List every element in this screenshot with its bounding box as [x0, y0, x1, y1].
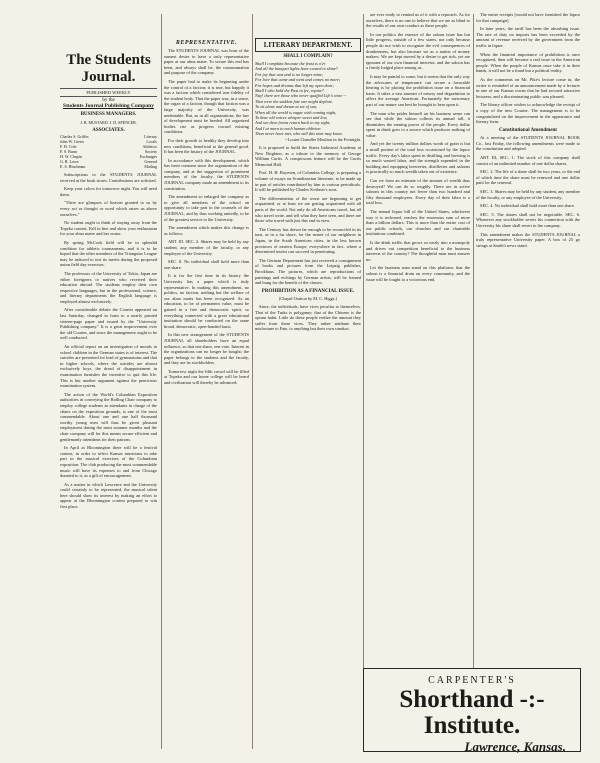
paragraph: It may be painful to some, but it seems that the only way the advocates of temperance can secure a favorable hearing is by placing the prohibition issue on a financial basis. It takes a vast amount of misery and degradation to affect the average American. Fortunately the mercenary part of our nature can best be brought to bear upon it. [366, 73, 470, 107]
associate-dept: Society [145, 149, 157, 154]
business-managers: J. B. MUSTARD. J. D. SPENCER. [80, 120, 137, 125]
paragraph: The paper had to make its beginning under the control of a faction; it is true, but happily it was a faction which considered true fidelity of the student body. That the paper was, in a sense, the organ of a faction, though that faction was a large majority of the University, was undeniable. But, as in all organizations, the law of development must be heeded. All organized bodies rise as progress toward existing conditions. [164, 78, 249, 135]
ad-shorthand-institute: Shorthand -:- Institute. [399, 686, 545, 739]
paragraph: Prof. H. H. Boyesen, of Columbia College, is preparing a volume of essays on Scandinavian literature, to be made up in part of articles contributed by him to various periodicals. It will be published by Charles Scribner's sons. [255, 170, 361, 193]
paragraph: The amendment which makes this change is as follows: [164, 225, 249, 236]
subheading-note: [Chapel Oration by M. C. Higgs.] [278, 296, 337, 302]
paragraph: The man who prides himself on his business sense can see that while the saloon collects its annual toll, it diminishes the earning power of the people. Every dollar spent in drink goes to a source which produces nothing of value. [366, 110, 470, 138]
masthead-by-the: by the [102, 98, 115, 103]
constitutional-amendment-heading: Constitutional Amendment [499, 127, 557, 133]
associates-heading: ASSOCIATES. [92, 128, 125, 133]
business-managers-heading: BUSINESS MANAGERS. [80, 112, 137, 117]
paragraph: As a matter in which Lawrence and the University could certainly to be represented, the musical talent here should show its interest by making an effort to appear at the Bloomington contest prepared to win first place. [60, 481, 157, 510]
representative-heading: REPRESENTATIVE. [175, 40, 238, 46]
poem [255, 61, 361, 142]
ad-location: Lawrence, Kansas. [464, 739, 566, 754]
poem-line: For love that came and went and comes no more; [255, 77, 341, 83]
paragraph: SEC. 3. Shares may be held by any student, any member of the faculty, or any employee of the University. [476, 189, 580, 200]
paragraph: The action of the World's Columbian Exposition authorities in conveying the Rolling Chair company to employ college students as attendants in charge of the chairs on the exposition grounds, is one of the most commendable. About one and one half thousand worthy young men will thus be given pleasant employment during the most summer months and the chair company will for this means secure efficient and gentlemanly attendants for their patrons. [60, 391, 157, 442]
column-rule [252, 14, 253, 749]
paragraph: The professors of the University of Tokio, Japan are either foreigners or natives who received their education abroad. The students employ their own respective languages, but in the professional, science, and literary departments the English language is employed almost exclusively. [60, 270, 157, 304]
paragraph: By spring McCook field will be in splendid condition for athletic tournaments, and it is to be hoped that the other members of the Triangular League may be induced to test its merits during the proposed union field day exercises. [60, 239, 157, 268]
column-5 [476, 12, 580, 665]
associate-name: Charles S. Griffin [60, 134, 89, 139]
associate-dept: Athletics [142, 144, 157, 149]
poem-title: SHALL I COMPLAIN? [283, 54, 333, 59]
poem-line: And see dear forms return back to my sight; [255, 120, 331, 126]
paragraph: SEC. 2. The life of a share shall be two years, or the end of which time the share must be renewed and one dollar paid for the renewal. [476, 169, 580, 186]
subheading-prohibition: PROHIBITION AS A FINANCIAL ISSUE. [261, 288, 355, 294]
masthead-publisher: Students Journal Publishing Company [63, 103, 154, 109]
paragraph: The STUDENTS JOURNAL was born of the earnest desire to have a truly representative paper at our alma mater. To secure this end has been, and always shall be, the consummation and purpose of the company. [164, 48, 249, 76]
column-1-body [60, 186, 157, 509]
paragraph: ART. III. SEC. 2. Shares may be held by any student, any member of the faculty, or any employee of the University. [164, 239, 249, 256]
paragraph: Can we form an estimate of the amount of wealth thus destroyed? We can do so roughly. There are in active saloons in this country not fewer than two hundred and fifty thousand employees. Every day of their labor is a total loss. [366, 178, 470, 206]
paragraph: No student ought to think of staying away from the Topeka contest. Fall in line and show your enthusiasm for your alma mater and her orator. [60, 220, 157, 237]
associate-name: F. S. Bunn [60, 149, 77, 154]
paragraph: Since, the individuals, have vices peculiar to themselves. That of the Turks is polygamy; that of the Chinese is the opium habit. Little do these people realize the amount they suffer from these vices. They rather attribute their misfortune to Fate, to anything but their own conduct. [255, 303, 361, 332]
associate-name: F. H. Cole [60, 144, 77, 149]
paragraph: Tomorrow night the fifth crowd will be filled at Topeka and our home college will be heard and civilization will thereby be advanced. [164, 368, 249, 386]
paragraph: The entire receipts [would not have furnished the liquor for that campaign]. [476, 12, 580, 23]
poem-line: To hear old voices whisper sweet and low, [255, 115, 328, 121]
column-2-body [164, 48, 249, 386]
paragraph: The German Department has just received a consignment of books and pictures from the Leipzig publisher, Brockhaus. The pictures, which are reproductions of paintings and etchings by German artists, will be framed and hung for the benefit of the classes. [255, 257, 361, 286]
poem-line: Nay! there are those who never quaffed Life's wine -- [255, 93, 347, 99]
column-rule [473, 14, 474, 749]
paragraph: In accordance with this development, which has been constant since the organization of the company, and at the suggestion of prominent members of the faculty, the STUDENTS JOURNAL company made an amendment to its constitution. [164, 157, 249, 191]
associate-name: G. R. Lowe [60, 159, 79, 164]
poem-line: To sit alone and dream at set of sun, [255, 104, 318, 110]
poem-line: Shall I who hold the Past in fee, repine? [255, 88, 324, 94]
paragraph: The library officer wishes to acknowledge the receipt of a copy of the new Courier. The management is to be congratulated on the improvement in the appearance and literary form. [476, 102, 580, 125]
paragraph: When the financial importance of prohibition is once recognized, then will become a real issue in the American people. When the people of Kansas once take it in their hands, it will not be a fraud but a political reality. [476, 51, 580, 74]
paragraph: Let the business man stand on this platform: that the saloon is a financial drain on every community, and the issue will be fought to a victorious end. [366, 265, 470, 282]
paragraph: SEC. 4. No individual shall hold more than one share. [480, 203, 575, 209]
poem-credit: --Louise Chandler Moulton in the Fortnight. [284, 136, 361, 142]
paragraph: At a meeting of the STUDENTS JOURNAL BOOK Co., last Friday, the following amendments were made to the constitution and adopted. [476, 135, 580, 152]
poem-line: When all the world is vague with coming night, [255, 109, 337, 115]
column-representative [164, 12, 249, 751]
paragraph: It is for the first time in its history the University has a paper which is truly representative. In making this amendment, no politics, no faction, nothing but the welfare of our alma mater has been recognized. As an education, to be of permanent value, must be gained in a free and democratic spirit, so everything connected with a great educational institution should be conducted on the same broad, democratic, open-handed basis. [164, 273, 249, 329]
associate-name: E. S. Hinchman [60, 164, 86, 169]
ad-carpenters: CARPENTER'S [428, 675, 516, 686]
paragraph: After considerable debate the Courier appeared on last Saturday, changed in form to a nearly printed sixteen-page paper and issued by the "University Publishing company." It is a great improvement over the old Courier, and since the management ought to be well conducted. [60, 307, 157, 341]
associate-dept: Locals [146, 139, 157, 144]
poem-line: For joy that was and is no longer mine; [255, 71, 324, 77]
paragraph: This amendment makes the STUDENTS JOURNAL a truly representative University paper. A box of 25 go strings at Smith's news stand. [476, 231, 580, 248]
associate-name: John W. Green [60, 139, 84, 144]
associate-name: H. W. Chapin [60, 154, 82, 159]
masthead-title: The Students Journal. [66, 52, 151, 85]
shorthand-institute-advertisement [363, 668, 581, 752]
column-4 [366, 12, 470, 665]
paragraph: Keep your colors for tomorrow night. You will need them. [60, 186, 157, 197]
literary-department-heading: LITERARY DEPARTMENT. [263, 41, 353, 49]
column-rule [363, 14, 364, 749]
paragraph: Is the drink traffic that grows so easily into a monopoly and drives out competition beneficial to the business interests of the country? The thoughtful man must answer no. [366, 239, 470, 262]
column-literary [255, 12, 361, 751]
subscription-terms [60, 172, 157, 183]
associate-dept: General [144, 159, 157, 164]
paragraph: And yet the twenty million dollars worth of grain is but a small portion of the total loss occasioned by the liquor traffic. Every day's labor spent in distilling and brewing is so much wasted labor, and the strength expended in the building and equipping breweries, distilleries and saloons is practically so much wealth taken out of existence. [366, 141, 470, 175]
paragraph: In our politics the essence of the saloon issue has but little progress, outside of a few states, not only because people do not wish to recognize the evil consequences of drunkenness, but also because we as a nation of money makers. We are kept moved by a desire to get rich, yet are ignorant of our own financial interests, and the saloon has a firmly lodged place among us. [366, 31, 470, 71]
poem-line: And all the banquet lights have ceased to shine? [255, 66, 339, 72]
column-masthead [60, 12, 157, 751]
associate-dept: Exchanges [139, 154, 157, 159]
paragraph: For their growth to healthy they develop into new conditions, beneficial to the general good. It has been the history of the JOURNAL. [164, 137, 249, 155]
paragraph: ART. III, SEC. 1. The stock of this company shall consist of an unlimited number of one dollar shares. [476, 155, 580, 166]
poem-line: Than never have met, who still this time may know. [255, 131, 343, 137]
paragraph: SEC. 8. No individual shall hold more than one share. [164, 259, 249, 270]
paragraph: In this new arrangement of the STUDENTS JOURNAL all shareholders have an equal influence, so that one share, one vote. Interest in the organizations can no longer be bought; the paper belongs to the students and the faculty, and they are its stockholders. [164, 332, 249, 366]
poem-line: Shall I complain because the feast is o'er [255, 61, 326, 66]
associate-dept: Literary [144, 134, 157, 139]
paragraph: The differentiation of the worst are beginning to get acquainted, or at least we are getting acquainted with all parts of the world. Not only do all Americans travel, but all who travel write, and tell what they have seen, and there are those who travel with just this end in view. [255, 195, 361, 224]
paragraph: An official report on an investigation of morals in school children in the German states is of interest. The suicides are presented for lead of gymnasiums and that in higher schools, where the suicides are almost exclusively boys, the dread of disappointment in examination furnishes the incentive to quit this life. This is but another argument against the pernicious examination system. [60, 344, 157, 389]
literary-department-box [255, 38, 361, 52]
column-5-body [476, 12, 580, 248]
poem-line: And I at morn to each human oblivion [255, 125, 321, 131]
paragraph: are ever ready to remind us of it with a reproach. As for ourselves, there is no one to believe that we are as blind to the results of our own conduct as these people. [366, 12, 470, 29]
associate-dept: Mailing [144, 164, 157, 169]
associates-list [60, 134, 157, 169]
paragraph: The amendment so enlarged the company as to give all members of the school an opportunity to take part in the counsels of the JOURNAL, and by thus working unitedly, to be of the greatest service to the University. [164, 194, 249, 222]
paragraph: The Century has drawn far enough to be reconciled in its turn, as in a far shore, for the nearer of our neighbors in Japan, in the South American cities, in the less known provinces of eastern Europe, everywhere in fact, where a determined tourist can succeed in penetrating. [255, 226, 361, 255]
column-3-body [255, 145, 361, 332]
paragraph: The annual liquor bill of the United States, whichever way it is reckoned, reaches the enormous sum of more than a billion dollars. This is more than the entire cost of our public schools, our churches and our charitable institutions combined. [366, 209, 470, 237]
column-rule [161, 14, 162, 749]
paragraph: It is proposed to build the States Industrial Academy at New Brighton, as a tribute to the memory of George William Curtis. A conspicuous feature will be the Curtis Memorial Hall. [255, 145, 361, 167]
terms-paragraph: Subscriptions to the STUDENTS JOURNAL received at the book stores. Contributions are solicited. [60, 172, 157, 183]
poem-line: That were the saddest fate one might deplore. [255, 98, 334, 104]
paragraph: As the comments on Mr. Pike's lecture come in, the writer is reminded of an announcement made by a lecturer in one of our Kansas towns that he had secured attractive lecturers, and a discriminating public was pleased. [476, 76, 580, 99]
masthead-frequency: PUBLISHED WEEKLY [60, 88, 157, 97]
paragraph: In later years, the tariff has been the absorbing issue. The rate of duty on imports has been exceeded by the amount of revenue received by the government from the traffic in liquor. [476, 26, 580, 48]
paragraph: "There are glimpses of heaven granted to us by every act or thought or word which raises us above ourselves." [60, 200, 157, 217]
paragraph: In April at Bloomington there will be a festival contest, in order to select Kansas musicians to take part in the musical exercises of the Columbian exposition. The club producing the most commendable music will have its expenses to and from Chicago donated to it, as a gift of encouragement. [60, 445, 157, 479]
column-4-body [366, 12, 470, 282]
poem-line: For hopes and dreams that left my open door; [255, 82, 335, 88]
paragraph: SEC. 5. The shares shall not be negotiable. SEC. 6. Whenever any stockholder severs his connection with the University his share shall revert to the company. [476, 211, 580, 228]
